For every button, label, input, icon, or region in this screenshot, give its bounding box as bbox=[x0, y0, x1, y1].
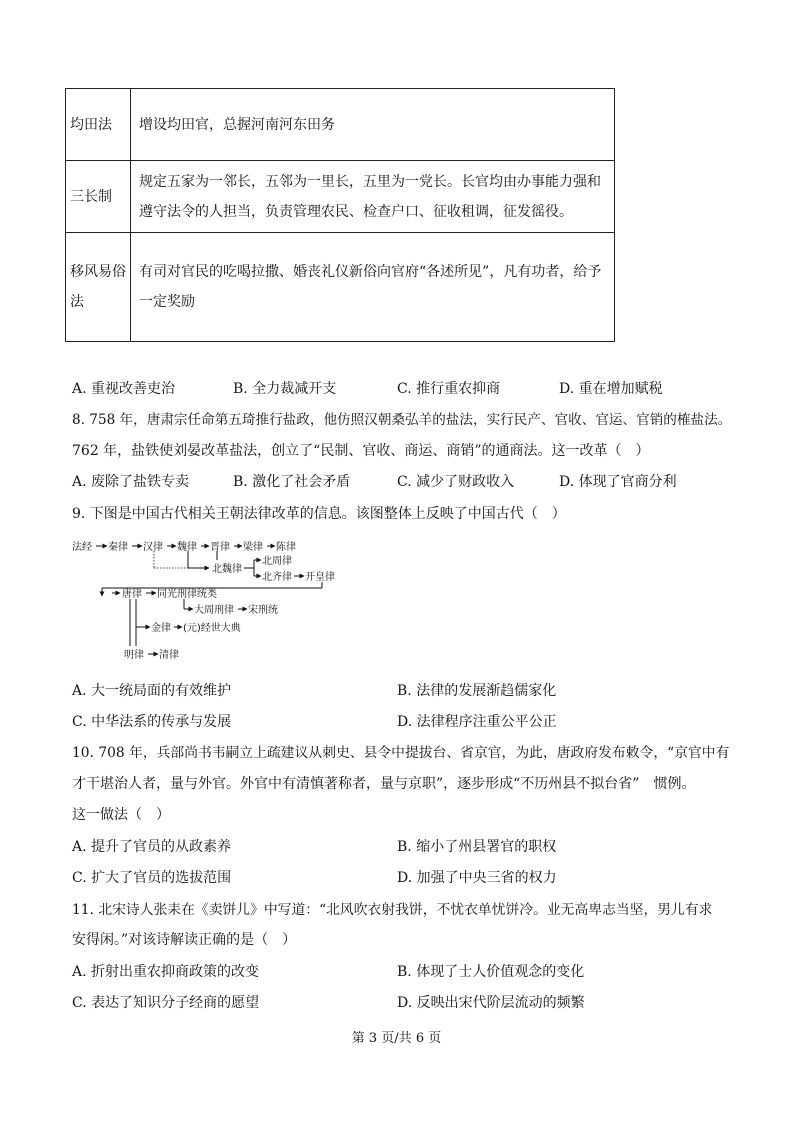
q8-stem-line1: 8. 758 年，唐肃宗任命第五琦推行盐政，他仿照汉朝桑弘羊的盐法，实行民产、官收、官运、官销的榷盐法。 bbox=[72, 412, 732, 428]
law-beizhou: 北周律 bbox=[262, 556, 292, 567]
law-kaihuang: 开皇律 bbox=[305, 572, 335, 583]
law-beiwei: 北魏律 bbox=[212, 564, 242, 575]
q8-option-d[interactable]: D. 体现了官商分利 bbox=[559, 474, 677, 490]
q10-stem-line1: 10. 708 年，兵部尚书韦嗣立上疏建议从刺史、县令中提拔台、省京官，为此，唐政府发布敕令，“京官中有 bbox=[72, 745, 730, 761]
law-beiqi: 北齐律 bbox=[262, 572, 292, 583]
table-cell-desc: 增设均田官，总握河南河东田务 bbox=[131, 89, 615, 161]
law-evolution-diagram bbox=[72, 538, 362, 664]
law-liang: 梁律 bbox=[243, 542, 263, 553]
q8-option-b[interactable]: B. 激化了社会矛盾 bbox=[233, 474, 351, 490]
q11-stem-line2: 安得闲。”对该诗解读正确的是（ ） bbox=[72, 932, 297, 948]
table-row bbox=[66, 233, 615, 342]
q10-option-d[interactable]: D. 加强了中央三省的权力 bbox=[397, 870, 557, 886]
q9-stem: 9. 下图是中国古代相关王朝法律改革的信息。该图整体上反映了中国古代（ ） bbox=[72, 506, 566, 522]
q11-option-d[interactable]: D. 反映出宋代阶层流动的频繁 bbox=[397, 995, 585, 1011]
q11-option-c[interactable]: C. 表达了知识分子经商的愿望 bbox=[72, 995, 260, 1011]
q8-option-c[interactable]: C. 减少了财政收入 bbox=[397, 474, 515, 490]
q8-option-a[interactable]: A. 废除了盐铁专卖 bbox=[72, 474, 190, 490]
reform-table bbox=[65, 88, 615, 342]
q11-option-a[interactable]: A. 折射出重农抑商政策的改变 bbox=[72, 964, 260, 980]
law-jin-dynasty: 金律 bbox=[151, 623, 171, 634]
q7-option-d[interactable]: D. 重在增加赋税 bbox=[559, 381, 663, 397]
q10-option-b[interactable]: B. 缩小了州县署官的职权 bbox=[397, 839, 557, 855]
table-row bbox=[66, 161, 615, 233]
table-row bbox=[66, 89, 615, 161]
q11-option-b[interactable]: B. 体现了士人价值观念的变化 bbox=[397, 964, 585, 980]
q7-option-a[interactable]: A. 重视改善吏治 bbox=[72, 381, 176, 397]
law-chen: 陈律 bbox=[276, 542, 296, 553]
q10-stem-line3: 这一做法（ ） bbox=[72, 807, 170, 823]
q10-option-c[interactable]: C. 扩大了官员的选拔范围 bbox=[72, 870, 232, 886]
q7-option-b[interactable]: B. 全力裁减开支 bbox=[233, 381, 337, 397]
law-songxing: 宋刑统 bbox=[248, 605, 278, 616]
q10-option-a[interactable]: A. 提升了官员的从政素养 bbox=[72, 839, 232, 855]
law-jin: 晋律 bbox=[210, 542, 230, 553]
q9-option-c[interactable]: C. 中华法系的传承与发展 bbox=[72, 714, 232, 730]
q10-stem-line2: 才干堪治人者，量与外官。外官中有清慎著称者，量与京职”，逐步形成“不历州县不拟台省” 惯例。 bbox=[72, 776, 696, 792]
law-tang: 唐律 bbox=[122, 589, 142, 600]
law-dazhou: 大周刑律 bbox=[194, 605, 234, 616]
law-fajing: 法经 bbox=[72, 542, 92, 553]
q9-option-d[interactable]: D. 法律程序注重公平公正 bbox=[397, 714, 557, 730]
law-qin: 秦律 bbox=[108, 542, 128, 553]
table-cell-desc: 有司对官民的吃喝拉撒、婚丧礼仪新俗向官府“各述所见”，凡有功者，给予一定奖励 bbox=[131, 233, 615, 342]
table-cell-name: 三长制 bbox=[66, 161, 131, 233]
law-ming: 明律 bbox=[124, 650, 144, 661]
law-tongguang: 同光刑律统类 bbox=[157, 589, 217, 600]
q8-stem-line2: 762 年，盐铁使刘晏改革盐法，创立了“民制、官收、商运、商销”的通商法。这一改革（ ） bbox=[72, 443, 650, 459]
law-han: 汉律 bbox=[143, 542, 163, 553]
q7-option-c[interactable]: C. 推行重农抑商 bbox=[397, 381, 501, 397]
q9-option-b[interactable]: B. 法律的发展渐趋儒家化 bbox=[397, 683, 557, 699]
law-wei: 魏律 bbox=[177, 542, 197, 553]
q9-option-a[interactable]: A. 大一统局面的有效维护 bbox=[72, 683, 232, 699]
law-yuan: (元)经世大典 bbox=[183, 623, 241, 634]
table-cell-desc: 规定五家为一邻长，五邻为一里长，五里为一党长。长官均由办事能力强和遵守法令的人担当，负责管理农民、检查户口、征收租调，征发徭役。 bbox=[131, 161, 615, 233]
law-qing: 清律 bbox=[159, 650, 179, 661]
table-cell-name: 均田法 bbox=[66, 89, 131, 161]
table-cell-name: 移风易俗法 bbox=[66, 233, 131, 342]
page-footer: 第 3 页/共 6 页 bbox=[351, 1031, 442, 1046]
q11-stem-line1: 11. 北宋诗人张耒在《卖饼儿》中写道：“北风吹衣射我饼，不忧衣单忧饼冷。业无高卑志当坚，男儿有求 bbox=[72, 902, 713, 918]
